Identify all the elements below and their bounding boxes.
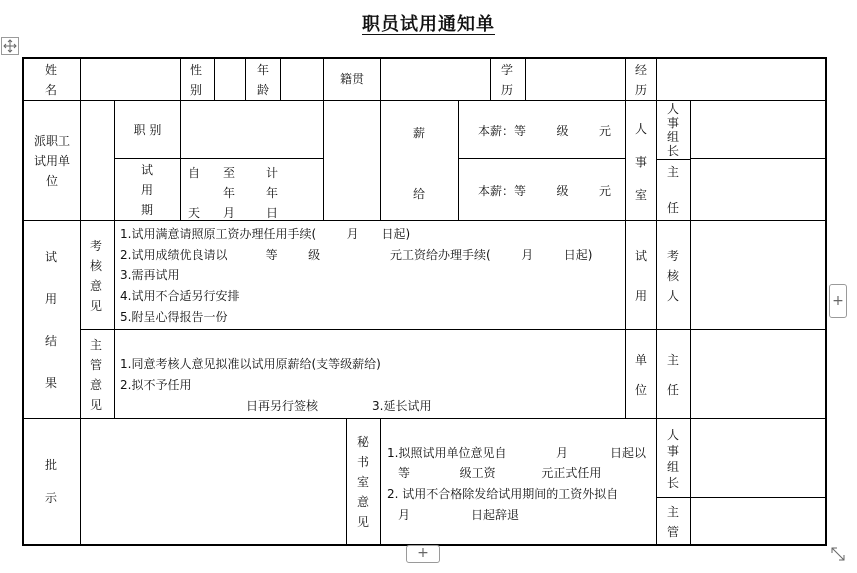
manager-item-3b: 3.延长试用 bbox=[372, 399, 432, 413]
manager-item-3a: 日再另行签核 bbox=[246, 399, 319, 413]
assessor-label: 考 核 人 bbox=[666, 249, 679, 303]
name-field[interactable] bbox=[81, 58, 180, 100]
period-to: 至 bbox=[223, 166, 236, 180]
assess-item-4: 4.试用不合适另行安排 bbox=[120, 289, 240, 303]
gender-field[interactable] bbox=[215, 58, 245, 100]
plus-icon: + bbox=[832, 293, 844, 309]
period-from: 自 bbox=[188, 166, 201, 180]
hr-leader-label: 人 事 组 长 bbox=[666, 101, 679, 158]
period-year1: 年 bbox=[223, 186, 236, 200]
salary-label-bottom: 给 bbox=[413, 187, 426, 201]
hr-room-label: 人 事 室 bbox=[634, 121, 647, 202]
resize-icon bbox=[829, 545, 847, 563]
secretary-item-4: 月 日起辞退 bbox=[398, 508, 520, 522]
period-total: 计 bbox=[266, 166, 279, 180]
secretary-item-2: 等 级工资 元正式任用 bbox=[398, 466, 602, 480]
period-year2: 年 bbox=[266, 186, 279, 200]
director-side-label: 主 任 bbox=[666, 353, 679, 397]
period-day: 天 bbox=[188, 206, 201, 220]
age-field[interactable] bbox=[281, 58, 323, 100]
approval-field[interactable] bbox=[81, 419, 346, 544]
assess-item-2: 2.试用成绩优良请以 等 级 bbox=[120, 248, 321, 262]
manager-item-1: 1.同意考核人意见拟准以试用原薪给(支等级薪给) bbox=[120, 357, 381, 371]
plus-icon: + bbox=[417, 545, 429, 561]
secretary-item-1: 1.拟照试用单位意见自 月 日起以 bbox=[387, 446, 646, 460]
name-label: 姓 名 bbox=[44, 63, 57, 97]
gender-label: 性 别 bbox=[189, 63, 202, 97]
assess-item-3: 3.需再试用 bbox=[120, 268, 180, 282]
approval-label: 批 示 bbox=[44, 458, 57, 505]
position-label: 职 别 bbox=[133, 122, 162, 137]
assess-opinion-label: 考 核 意 见 bbox=[89, 238, 102, 313]
director-label: 主 任 bbox=[666, 165, 679, 215]
base-pay-1: 本薪：等 级 元 bbox=[478, 124, 612, 138]
add-row-button[interactable] bbox=[406, 545, 440, 563]
trial-side-label: 试 用 bbox=[634, 249, 647, 303]
table-resize-handle[interactable] bbox=[829, 545, 847, 563]
add-column-button[interactable] bbox=[829, 284, 847, 318]
native-label: 籍贯 bbox=[339, 72, 364, 86]
assign-unit-label: 派职工 试用单 位 bbox=[33, 133, 70, 188]
assess-item-2b: 元工资给办理手续( 月 日起) bbox=[390, 248, 593, 262]
assess-item-1: 1.试用满意请照原工资办理任用手续( 月 日起) bbox=[120, 227, 411, 241]
education-field[interactable] bbox=[526, 58, 625, 100]
manager-item-2: 2.拟不予任用 bbox=[120, 378, 192, 392]
education-label: 学 历 bbox=[500, 63, 513, 97]
secretary-item-3: 2. 试用不合格除发给试用期间的工资外拟自 bbox=[387, 487, 619, 501]
period-month: 月 bbox=[223, 206, 236, 220]
experience-field[interactable] bbox=[657, 58, 825, 100]
trial-result-label: 试 用 结 果 bbox=[44, 249, 57, 390]
assess-item-5: 5.附呈心得报告一份 bbox=[120, 310, 228, 324]
age-label: 年 龄 bbox=[256, 63, 269, 97]
period-label: 试 用 期 bbox=[140, 163, 153, 217]
manager-opinion-label: 主 管 意 见 bbox=[89, 337, 102, 412]
native-field[interactable] bbox=[381, 58, 490, 100]
approval-hr-leader-label: 人 事 组 长 bbox=[666, 427, 679, 490]
secretary-opinion-label: 秘 书 室 意 见 bbox=[356, 435, 369, 529]
approval-manager-label: 主 管 bbox=[666, 504, 679, 539]
salary-label-top: 薪 bbox=[413, 126, 426, 140]
base-pay-2: 本薪：等 级 元 bbox=[478, 184, 612, 198]
unit-side-label: 单 位 bbox=[634, 353, 647, 397]
experience-label: 经 历 bbox=[634, 63, 647, 97]
form-title: 职员试用通知单 bbox=[362, 14, 495, 35]
period-day2: 日 bbox=[266, 206, 279, 220]
